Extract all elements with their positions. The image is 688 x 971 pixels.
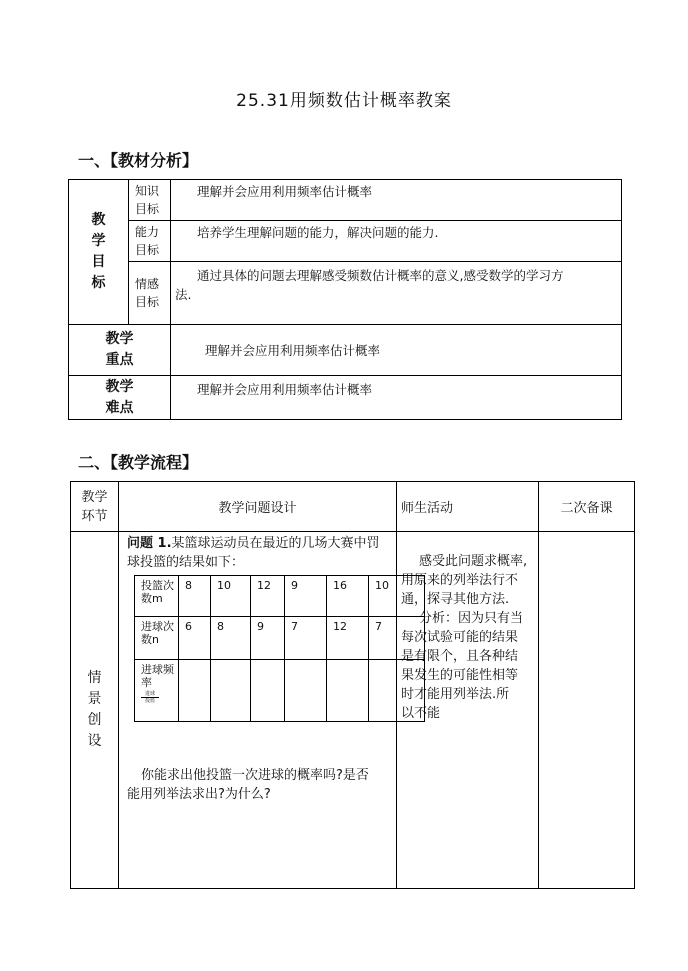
table-row (135, 660, 425, 722)
emotion-goal-text: 通过具体的问题去理解感受频数估计概率的意义,感受数学的学习方 法. (171, 262, 622, 325)
backup-cell (539, 532, 635, 889)
table-row (135, 576, 425, 617)
section-heading-analysis: 一、【教材分析】 (78, 151, 199, 170)
frequency-value (369, 660, 425, 722)
emotion-goal-label: 情感 目标 (129, 262, 171, 325)
key-point-label: 教学 重点 (69, 325, 171, 376)
attempts-label: 投篮次 数m (135, 576, 179, 617)
frequency-label: 进球频 率 进球 投篮 (135, 660, 179, 722)
ability-goal-text: 培养学生理解问题的能力，解决问题的能力. (171, 221, 622, 262)
backup-header: 二次备课 (539, 482, 635, 532)
goals-value: 8 (211, 617, 251, 660)
attempts-value: 10 (211, 576, 251, 617)
section-heading-flow: 二、【教学流程】 (78, 453, 199, 472)
key-point-text: 理解并会应用利用频率估计概率 (171, 325, 622, 376)
attempts-value: 16 (327, 576, 369, 617)
activity-cell: 感受此问题求概率, 用原来的列举法行不 通，探寻其他方法. 分析：因为只有当 每次试验可能的结果 是有限个，且各种结 果发生的可能性相等 时才能用列举法.所 以不能 (397, 532, 539, 889)
design-header: 教学问题设计 (119, 482, 397, 532)
frequency-formula: 进球 投篮 (141, 691, 159, 704)
stage-header: 教学 环节 (71, 482, 119, 532)
attempts-value: 10 (369, 576, 425, 617)
document-title: 25.31用频数估计概率教案 (236, 91, 452, 111)
knowledge-goal-label: 知识 目标 (129, 180, 171, 221)
stage-scenario-label: 情 景 创 设 (71, 532, 119, 889)
frequency-value (211, 660, 251, 722)
attempts-value: 8 (179, 576, 211, 617)
attempts-value: 12 (251, 576, 285, 617)
goals-value: 6 (179, 617, 211, 660)
frequency-value (179, 660, 211, 722)
difficulty-text: 理解并会应用利用频率估计概率 (171, 376, 622, 420)
table-row (135, 617, 425, 660)
problem-text: 问题 1.某篮球运动员在最近的几场大赛中罚 球投篮的结果如下： (127, 536, 380, 570)
activity-header: 师生活动 (397, 482, 539, 532)
attempts-value: 9 (285, 576, 327, 617)
goals-value: 7 (369, 617, 425, 660)
problem-number: 问题 1. (127, 536, 172, 551)
shooting-data-table (134, 575, 425, 722)
frequency-value (251, 660, 285, 722)
goals-label: 进球次 数n (135, 617, 179, 660)
knowledge-goal-text: 理解并会应用利用频率估计概率 (171, 180, 622, 221)
ability-goal-label: 能力 目标 (129, 221, 171, 262)
goals-value: 7 (285, 617, 327, 660)
frequency-value (285, 660, 327, 722)
frequency-value (327, 660, 369, 722)
goals-value: 9 (251, 617, 285, 660)
difficulty-label: 教学 难点 (69, 376, 171, 420)
question-text: 你能求出他投篮一次进球的概率吗?是否 能用列举法求出?为什么? (127, 768, 369, 802)
analysis-table (68, 179, 622, 420)
goals-value: 12 (327, 617, 369, 660)
teaching-goal-label: 教 学 目 标 (69, 180, 129, 325)
